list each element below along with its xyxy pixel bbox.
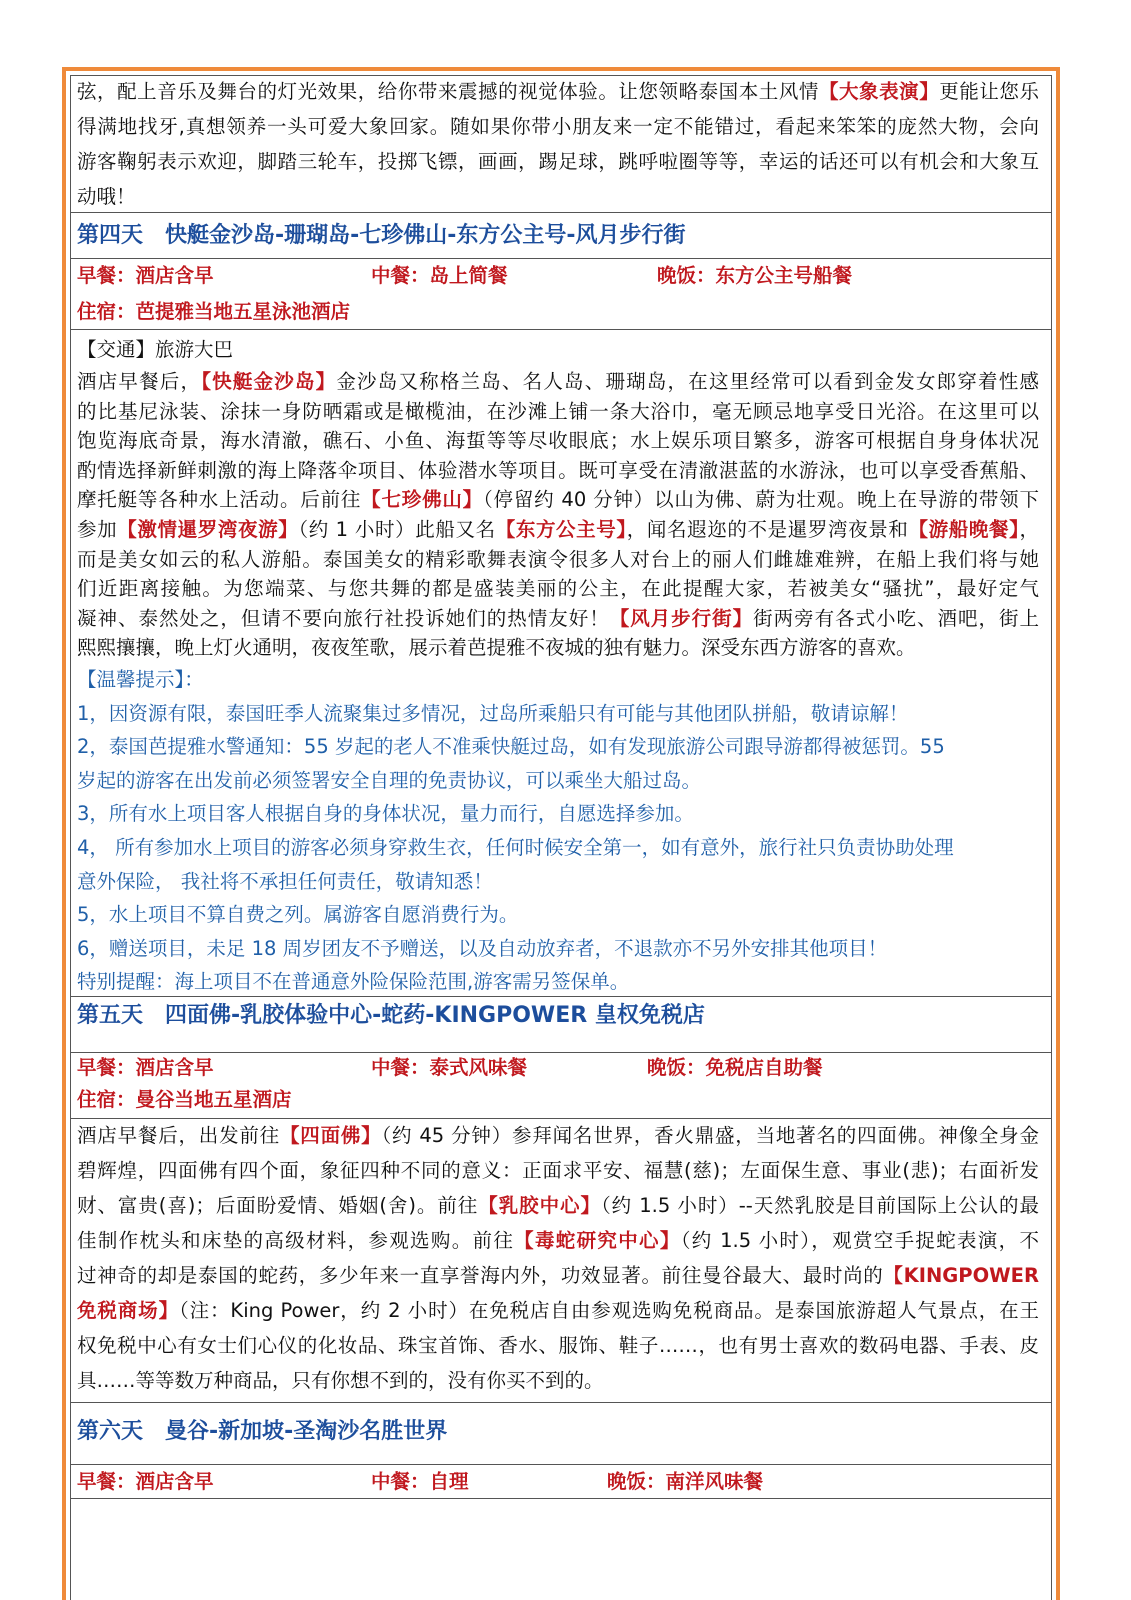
itinerary-frame (62, 67, 1060, 1600)
text-segment: 酌情选择新鲜刺激的海上降落伞项目、体验潜水等项目。既可享受在清澈湛蓝的水游泳，也可以享受香蕉船、 (77, 458, 1039, 482)
divider (71, 329, 1051, 330)
highlight-text: 免税商场】 (77, 1299, 179, 1322)
paragraph-line (77, 150, 1039, 174)
divider (71, 212, 1051, 213)
paragraph-line (77, 459, 1039, 483)
day5-dinner: 晚饭：免税店自助餐 (647, 1056, 823, 1079)
paragraph-line (77, 1229, 1039, 1253)
text-segment: （约 45 分钟）参拜闻名世界，香火鼎盛，当地著名的四面佛。神像全身金 (381, 1124, 1039, 1147)
highlight-text: 【东方公主号】 (495, 518, 627, 541)
divider (71, 1118, 1051, 1119)
paragraph-line (77, 1264, 1039, 1288)
text-segment: 金沙岛又称格兰岛、名人岛、珊瑚岛，在这里经常可以看到金发女郎穿着性感 (336, 370, 1039, 393)
text-segment: 动哦！ (77, 185, 136, 208)
day5-hotel: 住宿：曼谷当地五星酒店 (77, 1088, 292, 1111)
tip-line: 6，赠送项目，未足 18 周岁团友不予赠送，以及自动放弃者，不退款亦不另外安排其他项目！ (77, 936, 888, 960)
paragraph-line (77, 1194, 1039, 1218)
tips-heading: 【温馨提示】： (77, 668, 204, 691)
text-segment: ， (1019, 518, 1039, 541)
paragraph-line (77, 1299, 1039, 1323)
divider (71, 258, 1051, 259)
text-segment: 更能让您乐 (939, 80, 1039, 103)
paragraph-line (77, 488, 1039, 512)
paragraph-line (77, 607, 1039, 631)
paragraph-line (77, 1334, 1039, 1358)
tip-line: 特别提醒：海上项目不在普通意外险保险范围,游客需另签保单。 (77, 970, 630, 994)
day5-lunch: 中餐：泰式风味餐 (371, 1056, 528, 1079)
text-segment: 财、富贵(喜)；后面盼爱情、婚姻(舍)。前往 (77, 1194, 479, 1217)
tip-line: 4， 所有参加水上项目的游客必须身穿救生衣，任何时候安全第一，如有意外，旅行社只负责协助处理 (77, 836, 954, 859)
text-segment: 参加 (77, 518, 118, 541)
divider (71, 1464, 1051, 1465)
text-segment: 而是美女如云的私人游船。泰国美女的精彩歌舞表演令很多人对台上的丽人们雌雄难辨，在船上我们将与她 (77, 547, 1039, 571)
day4-lunch: 中餐：岛上简餐 (371, 264, 508, 287)
text-segment: （约 1.5 小时）--天然乳胶是目前国际上公认的最 (600, 1194, 1039, 1217)
tip-line: 5，水上项目不算自费之列。属游客自愿消费行为。 (77, 903, 519, 927)
paragraph-line (77, 80, 1039, 104)
text-segment: 游客鞠躬表示欢迎，脚踏三轮车，投掷飞镖，画画，踢足球，跳呼啦圈等等，幸运的话还可以有机会和大象互 (77, 150, 1039, 173)
tip-line: 意外保险， 我社将不承担任何责任，敬请知悉！ (77, 869, 493, 893)
text-segment: （约 1.5 小时），观赏空手捉蛇表演，不 (680, 1229, 1039, 1252)
paragraph-line (77, 518, 1039, 542)
day4-title: 第四天 快艇金沙岛-珊瑚岛-七珍佛山-东方公主号-风月步行街 (77, 223, 686, 248)
text-segment: 熙熙攘攘，晚上灯火通明，夜夜笙歌，展示着芭提雅不夜城的独有魅力。深受东西方游客的喜欢。 (77, 636, 916, 660)
highlight-text: 【毒蛇研究中心】 (514, 1229, 681, 1252)
text-segment: 饱览海底奇景，海水清澈，礁石、小鱼、海蜇等等尽收眼底；水上娱乐项目繁多，游客可根据自身身体状况 (77, 429, 1039, 453)
divider (71, 1498, 1051, 1499)
text-segment: （注：King Power，约 2 小时）在免税店自由参观选购免税商品。是泰国旅游超人气景点，在王 (178, 1299, 1039, 1322)
highlight-text: 【快艇金沙岛】 (201, 370, 337, 393)
divider (71, 1052, 1051, 1053)
highlight-text: 【乳胶中心】 (478, 1194, 601, 1217)
text-segment: 具……等等数万种商品，只有你想不到的，没有你买不到的。 (77, 1369, 604, 1392)
tip-line: 3，所有水上项目客人根据自身的身体状况，量力而行，自愿选择参加。 (77, 802, 694, 826)
day6-title: 第六天 曼谷-新加坡-圣淘沙名胜世界 (77, 1419, 448, 1444)
day4-hotel: 住宿：芭提雅当地五星泳池酒店 (77, 300, 351, 323)
paragraph-line (77, 577, 1039, 601)
divider (71, 996, 1051, 997)
text-segment: （停留约 40 分钟）以山为佛、蔚为壮观。晚上在导游的带领下 (482, 488, 1039, 512)
day6-lunch: 中餐：自理 (371, 1470, 469, 1493)
highlight-text: 【游船晚餐】 (908, 518, 1020, 541)
text-segment: 街两旁有各式小吃、酒吧，街上 (753, 606, 1039, 630)
paragraph-line (77, 1124, 1039, 1148)
text-segment: 的比基尼泳装、涂抹一身防晒霜或是橄榄油，在沙滩上铺一条大浴巾，毫无顾忌地享受日光浴。在这里可以 (77, 399, 1039, 423)
text-segment: 弦，配上音乐及舞台的灯光效果，给你带来震撼的视觉体验。让您领略泰国本土风情 (77, 80, 819, 103)
day6-dinner: 晚饭：南洋风味餐 (607, 1470, 764, 1493)
paragraph-line (77, 1369, 604, 1393)
paragraph-line (77, 636, 916, 660)
tip-line: 岁起的游客在出发前必须签署安全自理的免责协议，可以乘坐大船过岛。 (77, 768, 702, 792)
text-segment: 酒店早餐后，出发前往 (77, 1124, 280, 1147)
day4-breakfast: 早餐：酒店含早 (77, 264, 214, 287)
day6-breakfast: 早餐：酒店含早 (77, 1470, 214, 1493)
text-segment: 碧辉煌，四面佛有四个面，象征四种不同的意义：正面求平安、福慧(慈)；左面保生意、事业(悲)；右面祈发 (77, 1159, 1039, 1182)
day4-transport: 【交通】旅游大巴 (77, 338, 234, 361)
tip-line: 2，泰国芭提雅水警通知：55 岁起的老人不准乘快艇过岛，如有发现旅游公司跟导游都得被惩罚。55 (77, 735, 945, 759)
text-segment: 凝神、泰然处之，但请不要向旅行社投诉她们的热情友好！ (77, 606, 610, 630)
text-segment: 们近距离接触。为您端菜、与您共舞的都是盛装美丽的公主，在此提醒大家，若被美女“骚扰”，最好定气 (77, 577, 1039, 601)
paragraph-line (77, 429, 1039, 453)
highlight-text: 【大象表演】 (818, 80, 940, 103)
text-segment: 佳制作枕头和床垫的高级材料，参观选购。前往 (77, 1229, 515, 1252)
paragraph-line (77, 185, 136, 209)
text-segment: （约 1 小时）此船又名 (298, 518, 496, 541)
highlight-text: 【四面佛】 (279, 1124, 382, 1147)
day4-dinner: 晚饭：东方公主号船餐 (657, 264, 853, 287)
tip-line: 1，因资源有限，泰国旺季人流聚集过多情况，过岛所乘船只有可能与其他团队拼船，敬请谅解！ (77, 701, 909, 725)
text-segment: ，闻名遐迩的不是暹罗湾夜景和 (626, 518, 909, 541)
highlight-text: 【KINGPOWER (883, 1264, 1039, 1287)
highlight-text: 【风月步行街】 (609, 606, 754, 630)
paragraph-line (77, 1159, 1039, 1183)
text-segment: 摩托艇等各种水上活动。后前往 (77, 488, 362, 512)
day5-breakfast: 早餐：酒店含早 (77, 1056, 214, 1079)
paragraph-line (77, 370, 1039, 394)
itinerary-table (70, 75, 1052, 1600)
highlight-text: 【七珍佛山】 (361, 488, 483, 512)
paragraph-line (77, 548, 1039, 572)
divider (71, 1402, 1051, 1403)
text-segment: 过神奇的却是泰国的蛇药，多少年来一直享誉海内外，功效显著。前往曼谷最大、最时尚的 (77, 1264, 884, 1287)
text-segment: 得满地找牙,真想领养一头可爱大象回家。随如果你带小朋友来一定不能错过，看起来笨笨的庞然大物，会向 (77, 115, 1039, 138)
paragraph-line (77, 115, 1039, 139)
text-segment: 酒店早餐后， (77, 370, 202, 393)
highlight-text: 【激情暹罗湾夜游】 (117, 518, 299, 541)
text-segment: 权免税中心有女士们心仪的化妆品、珠宝首饰、香水、服饰、鞋子……，也有男士喜欢的数码电器、手表、皮 (77, 1334, 1039, 1357)
paragraph-line (77, 400, 1039, 424)
day5-title: 第五天 四面佛-乳胶体验中心-蛇药-KINGPOWER 皇权免税店 (77, 1003, 705, 1028)
